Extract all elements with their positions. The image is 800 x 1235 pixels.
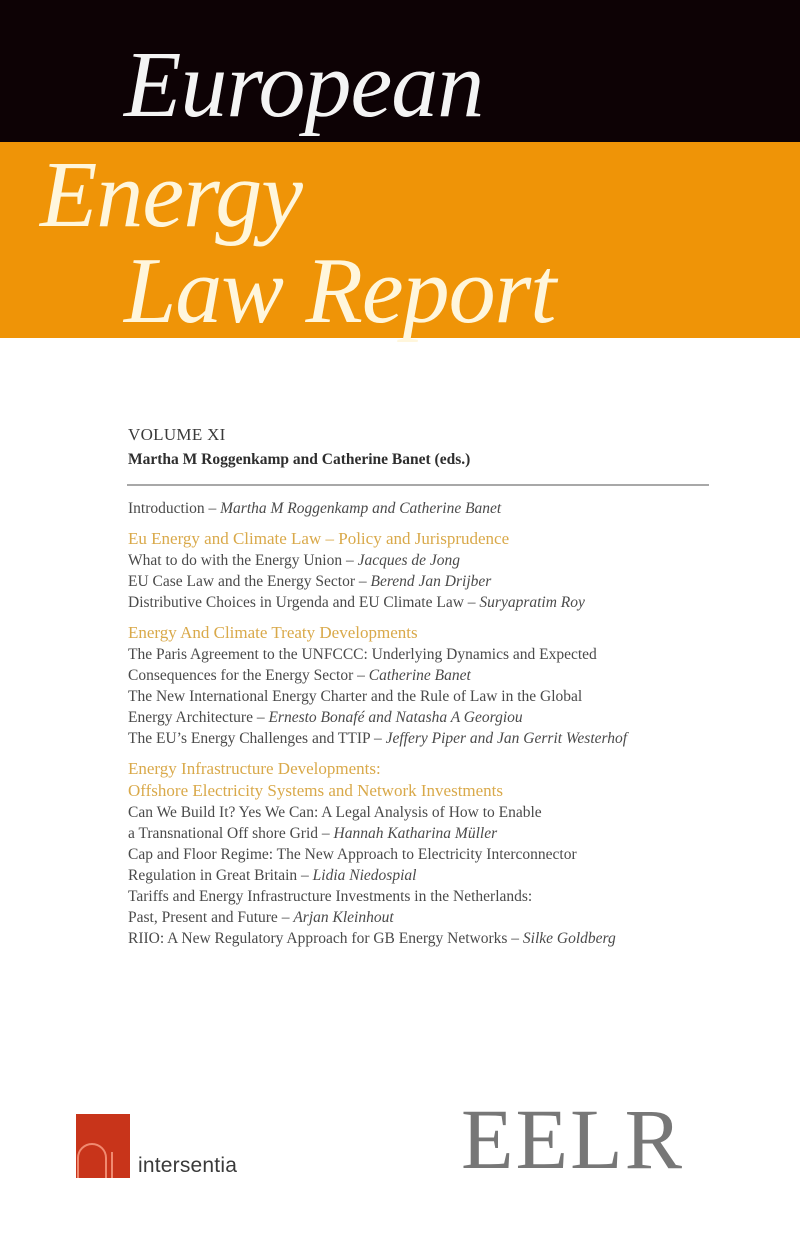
toc-entry [128,644,708,665]
section-heading: Eu Energy and Climate Law – Policy and Jurisprudence [128,529,510,548]
editors: Martha M Roggenkamp and Catherine Banet (eds.) [128,451,471,468]
section-heading: Offshore Electricity Systems and Network Investments [128,781,504,800]
toc-entry-authors: Lidia Niedospial [312,867,417,884]
toc-entry-authors: Catherine Banet [368,667,471,684]
toc-entry [128,844,708,865]
divider [127,484,709,486]
toc-entry-title: RIIO: A New Regulatory Approach for GB Energy Networks – [128,930,523,947]
toc-entry-title: Distributive Choices in Urgenda and EU Climate Law – [128,594,480,611]
volume-label: VOLUME XI [128,425,226,444]
toc-entry-authors: Silke Goldberg [522,930,616,947]
section-heading: Energy And Climate Treaty Developments [128,623,418,642]
toc-entry-title: Tariffs and Energy Infrastructure Investments in the Netherlands: [128,888,533,905]
toc-entry-authors: Jeffery Piper and Jan Gerrit Westerhof [385,730,628,747]
toc-entry-title: Can We Build It? Yes We Can: A Legal Analysis of How to Enable [128,804,542,821]
toc-entry [128,802,708,823]
toc-entry [128,728,708,749]
section-heading: Energy Infrastructure Developments: [128,759,381,778]
toc-entry-title: What to do with the Energy Union – [128,552,358,569]
toc-entry-title: Regulation in Great Britain – [128,867,313,884]
toc-section-2 [128,622,708,749]
toc-entry-authors: Hannah Katharina Müller [333,825,498,842]
toc-entry [128,886,708,907]
toc-entry [128,707,708,728]
toc-entry-title: Introduction – [128,500,221,517]
toc-entry-title: The EU’s Energy Challenges and TTIP – [128,730,386,747]
toc-introduction [128,498,708,519]
toc-entry [128,928,708,949]
toc-entry-title: The New International Energy Charter and the Rule of Law in the Global [128,688,583,705]
toc-entry [128,592,708,613]
toc-section-3 [128,758,708,949]
toc-entry-authors: Suryapratim Roy [479,594,585,611]
toc-entry-authors: Ernesto Bonafé and Natasha A Georgiou [268,709,523,726]
toc-entry-title: Past, Present and Future – [128,909,294,926]
toc-section-1 [128,528,708,613]
toc-entry [128,571,708,592]
toc-entry-title: EU Case Law and the Energy Sector – [128,573,371,590]
cover-title-line-1: European [124,33,484,137]
toc-entry-title: Consequences for the Energy Sector – [128,667,369,684]
cover-title-line-3: Law Report [124,239,556,343]
toc-entry [128,865,708,886]
table-of-contents [128,422,708,949]
toc-entry-title: Energy Architecture – [128,709,269,726]
toc-entry [128,823,708,844]
cover-title-line-2: Energy [40,143,302,247]
toc-entry-authors: Martha M Roggenkamp and Catherine Banet [220,500,502,517]
toc-entry-authors: Berend Jan Drijber [370,573,492,590]
series-abbreviation: EELR [461,1091,684,1187]
toc-entry-authors: Jacques de Jong [357,552,461,569]
publisher-name: intersentia [138,1154,238,1177]
toc-entry-title: The Paris Agreement to the UNFCCC: Underlying Dynamics and Expected [128,646,597,663]
toc-entry-title: Cap and Floor Regime: The New Approach to Electricity Interconnector [128,846,577,863]
toc-entry [128,665,708,686]
toc-entry [128,686,708,707]
publisher-logo [76,1114,237,1178]
intersentia-logo-icon [76,1114,130,1178]
toc-entry-authors: Arjan Kleinhout [293,909,394,926]
toc-entry-title: a Transnational Off shore Grid – [128,825,334,842]
toc-entry [128,550,708,571]
toc-entry [128,907,708,928]
